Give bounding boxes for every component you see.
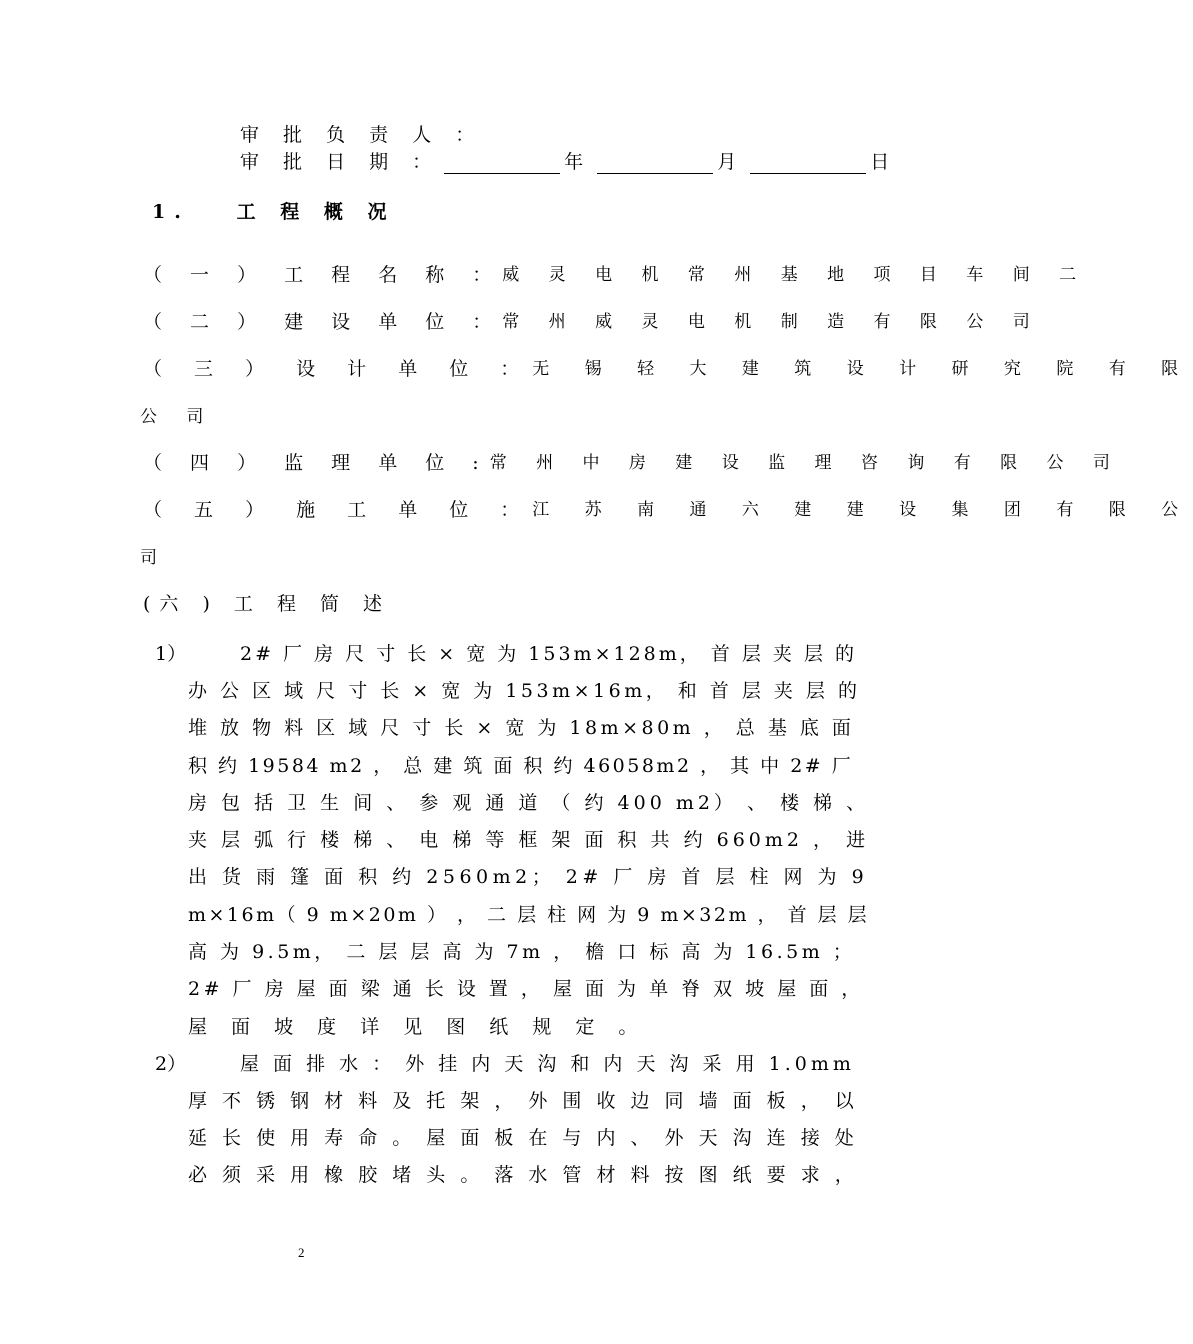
approver-label: 审 批 负 责 人 ： [240, 124, 484, 146]
item2-line: 必 须 采 用 橡 胶 堵 头 。 落 水 管 材 料 按 图 纸 要 求 ， [188, 1164, 859, 1186]
item1-line: 2# 厂 房 屋 面 梁 通 长 设 置 ， 屋 面 为 单 脊 双 坡 屋 面 ， [188, 978, 864, 1000]
page-number: 2 [298, 1245, 305, 1260]
item1-marker: 1） [155, 643, 187, 665]
item2-line: 延 长 使 用 寿 命 。 屋 面 板 在 与 内 、 外 天 沟 连 接 处 [188, 1127, 859, 1149]
field-value: 无 锡 轻 大 建 筑 设 计 研 究 院 有 限 [532, 359, 1193, 379]
day-label: 日 [870, 151, 890, 173]
item2-marker: 2） [155, 1053, 187, 1075]
field-value: 江 苏 南 通 六 建 建 设 集 团 有 限 公 [532, 500, 1193, 520]
section-heading: 1. 工 程 概 况 [152, 201, 396, 223]
field-designer [143, 354, 1193, 384]
item2-line: 厚 不 锈 钢 材 料 及 托 架 ， 外 围 收 边 同 墙 面 板 ， 以 [188, 1090, 859, 1112]
field-value: 常 州 威 灵 电 机 制 造 有 限 公 司 [502, 312, 1042, 332]
field-label: （ 五 ） 施 工 单 位 ： [143, 499, 533, 521]
field-supervisor [143, 448, 1122, 478]
field-value: 常 州 中 房 建 设 监 理 咨 询 有 限 公 司 [489, 453, 1122, 473]
item1-line: 屋 面 坡 度 详 见 图 纸 规 定 。 [188, 1016, 647, 1038]
field-label: （ 三 ） 设 计 单 位 ： [143, 358, 533, 380]
item2-line: 屋 面 排 水 ： 外 挂 内 天 沟 和 内 天 沟 采 用 1.0mm [240, 1053, 855, 1075]
year-label: 年 [564, 151, 584, 173]
field-value: 威 灵 电 机 常 州 基 地 项 目 车 间 二 [502, 265, 1089, 285]
field-project-name [143, 260, 1088, 290]
item1-line: 积 约 19584 m2 ， 总 建 筑 面 积 约 46058m2 ， 其 中 2# 厂 [188, 755, 854, 777]
field-contractor [143, 495, 1193, 525]
item1-line: 2# 厂 房 尺 寸 长 × 宽 为 153m×128m， 首 层 夹 层 的 [240, 643, 857, 665]
approval-date-row [240, 147, 889, 177]
item1-line: 出 货 雨 篷 面 积 约 2560m2； 2# 厂 房 首 层 柱 网 为 9 [188, 866, 869, 888]
field-label: （ 二 ） 建 设 单 位 ： [143, 311, 503, 333]
field-label: （ 一 ） 工 程 名 称 ： [143, 264, 503, 286]
approval-date-label: 审 批 日 期 ： [240, 151, 441, 173]
item1-line: 办 公 区 域 尺 寸 长 × 宽 为 153m×16m， 和 首 层 夹 层 的 [188, 680, 861, 702]
month-blank [597, 151, 713, 174]
field-designer-cont: 公 司 [140, 407, 216, 427]
field-label: （ 四 ） 监 理 单 位 : [143, 452, 490, 474]
item1-line: 堆 放 物 料 区 域 尺 寸 长 × 宽 为 18m×80m ， 总 基 底 面 [188, 717, 855, 739]
item1-line: m×16m（ 9 m×20m ） ， 二 层 柱 网 为 9 m×32m ， 首 层 层 [188, 904, 870, 926]
month-label: 月 [717, 151, 737, 173]
field-owner [143, 307, 1042, 337]
item1-line: 高 为 9.5m， 二 层 层 高 为 7m ， 檐 口 标 高 为 16.5m ； [188, 941, 856, 963]
item1-line: 房 包 括 卫 生 间 、 参 观 通 道 （ 约 400 m2） 、 楼 梯 、 [188, 792, 870, 814]
day-blank [750, 151, 866, 174]
field-contractor-cont: 司 [140, 548, 169, 568]
overview-heading: (六 ) 工 程 简 述 [143, 593, 392, 615]
item1-line: 夹 层 弧 行 楼 梯 、 电 梯 等 框 架 面 积 共 约 660m2 ， 进 [188, 829, 870, 851]
year-blank [444, 151, 560, 174]
